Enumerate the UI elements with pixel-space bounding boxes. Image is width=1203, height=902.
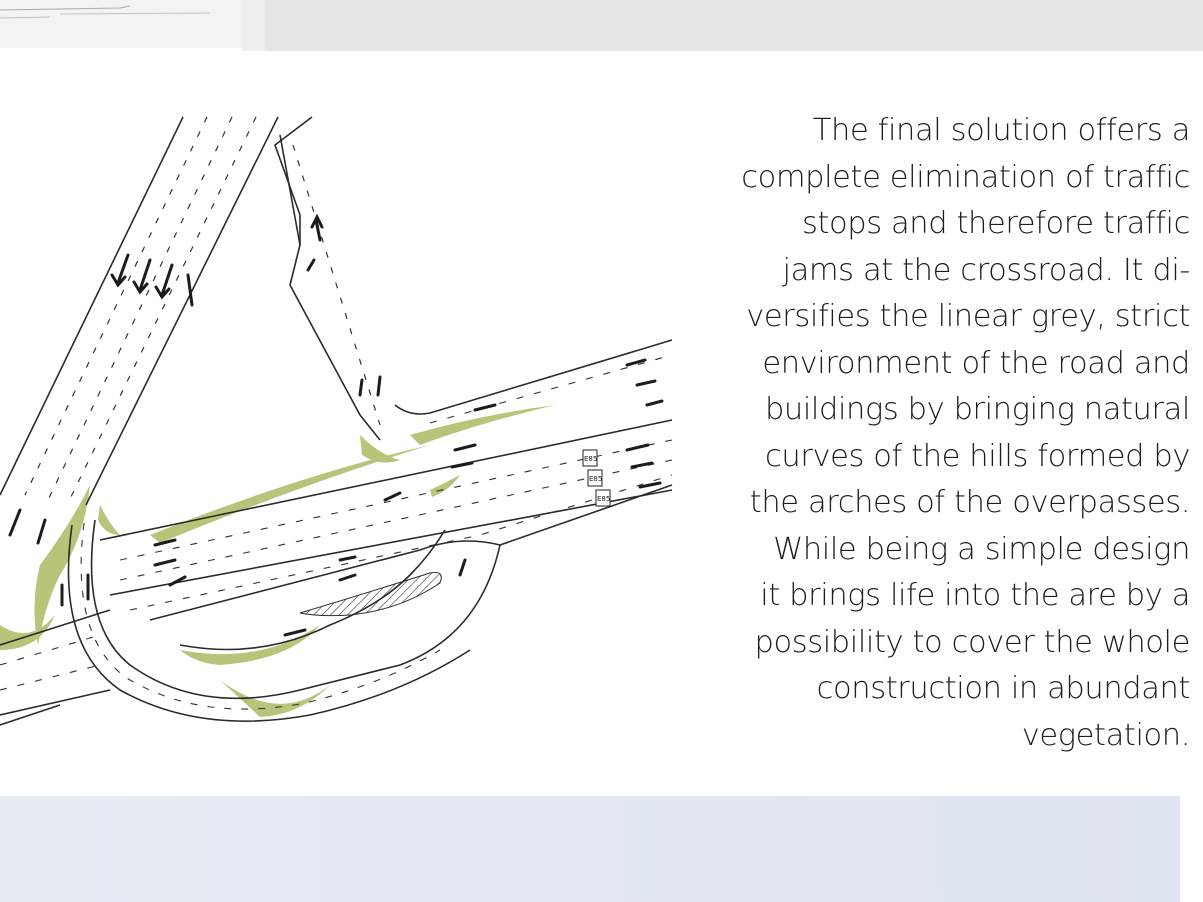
interchange-drawing — [0, 105, 675, 765]
road-sign-3-label: E85 — [597, 495, 611, 503]
description-text — [700, 108, 1190, 759]
description-line: The final solution offers a — [812, 113, 1190, 148]
description-line: complete elimination of traffic — [741, 159, 1190, 195]
description-line: possibility to cover the whole — [754, 624, 1190, 660]
description-line: vegetation. — [1021, 717, 1190, 753]
interchange-plan-svg — [0, 105, 675, 765]
description-line: curves of the hills formed by — [765, 438, 1190, 474]
road-sign-1-label: E85 — [584, 455, 598, 463]
diagonal-lane-markings — [25, 117, 380, 503]
road-sign-2-label: E85 — [589, 475, 603, 483]
bottom-right-margin — [1180, 796, 1203, 902]
description-line: it brings life into the are by a — [760, 578, 1190, 613]
curved-ramp — [0, 520, 500, 725]
hatched-gore — [300, 572, 441, 615]
overpass-roads — [0, 340, 672, 715]
description-line: versifies the linear grey, strict — [746, 299, 1190, 334]
description-line: stops and therefore traffic — [801, 206, 1190, 241]
top-photo-band — [265, 0, 1203, 51]
top-photo-gap — [242, 0, 265, 51]
top-photo-strip — [0, 0, 1203, 50]
sketch-fragment — [0, 0, 242, 48]
vegetation-patches — [0, 405, 555, 717]
description-line: construction in abundant — [816, 671, 1190, 706]
bottom-photo-panel — [0, 796, 1180, 902]
description-line: environment of the road and — [762, 345, 1190, 381]
description-line: the arches of the overpasses. — [749, 485, 1190, 520]
road-signs — [583, 450, 610, 506]
description-line: While being a simple design — [773, 531, 1190, 567]
diagonal-highway — [0, 117, 380, 505]
ramp-lane-markings — [81, 523, 440, 709]
description-line: jams at the crossroad. It di- — [782, 252, 1190, 288]
description-line: buildings by bringing natural — [764, 392, 1190, 427]
top-left-sketch-fragment — [0, 0, 242, 48]
